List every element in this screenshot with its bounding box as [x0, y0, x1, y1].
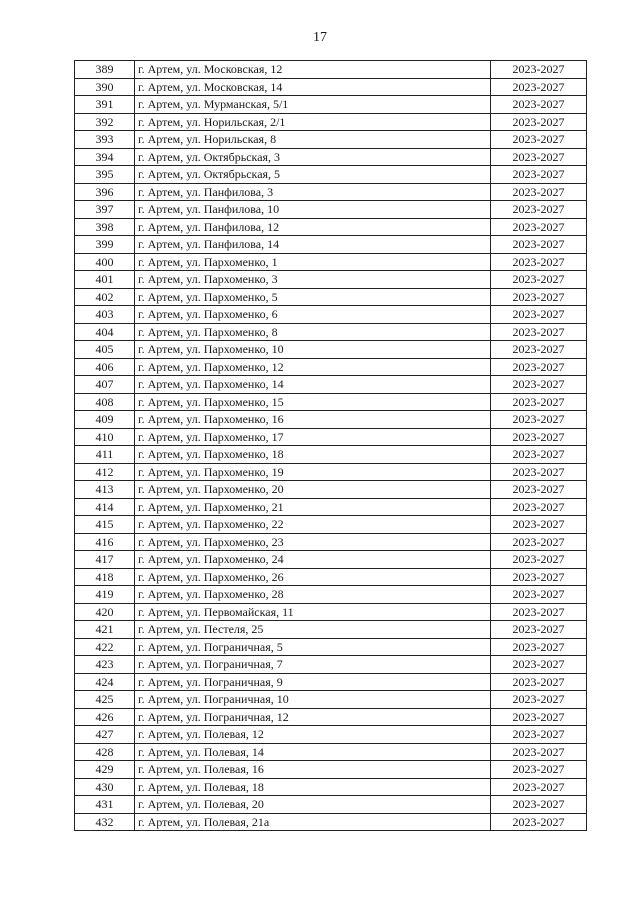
period-cell: 2023-2027: [491, 323, 587, 341]
table-row: [75, 96, 587, 114]
period-cell: 2023-2027: [491, 341, 587, 359]
table-row: [75, 341, 587, 359]
table-row: [75, 61, 587, 79]
table-row: [75, 183, 587, 201]
period-cell: 2023-2027: [491, 743, 587, 761]
table-row: [75, 638, 587, 656]
address-cell: г. Артем, ул. Пархоменко, 16: [135, 411, 491, 429]
row-number-cell: 423: [75, 656, 135, 674]
address-cell: г. Артем, ул. Полевая, 21а: [135, 813, 491, 831]
address-cell: г. Артем, ул. Полевая, 14: [135, 743, 491, 761]
table-row: [75, 656, 587, 674]
row-number-cell: 417: [75, 551, 135, 569]
period-cell: 2023-2027: [491, 761, 587, 779]
period-cell: 2023-2027: [491, 638, 587, 656]
table-row: [75, 393, 587, 411]
address-cell: г. Артем, ул. Пархоменко, 3: [135, 271, 491, 289]
table-row: [75, 218, 587, 236]
period-cell: 2023-2027: [491, 726, 587, 744]
row-number-cell: 407: [75, 376, 135, 394]
row-number-cell: 400: [75, 253, 135, 271]
row-number-cell: 397: [75, 201, 135, 219]
address-cell: г. Артем, ул. Полевая, 18: [135, 778, 491, 796]
period-cell: 2023-2027: [491, 96, 587, 114]
row-number-cell: 395: [75, 166, 135, 184]
row-number-cell: 426: [75, 708, 135, 726]
address-cell: г. Артем, ул. Пограничная, 9: [135, 673, 491, 691]
table-row: [75, 673, 587, 691]
address-cell: г. Артем, ул. Октябрьская, 5: [135, 166, 491, 184]
address-cell: г. Артем, ул. Пограничная, 5: [135, 638, 491, 656]
address-cell: г. Артем, ул. Пархоменко, 22: [135, 516, 491, 534]
table-row: [75, 533, 587, 551]
row-number-cell: 402: [75, 288, 135, 306]
table-row: [75, 813, 587, 831]
table-row: [75, 568, 587, 586]
period-cell: 2023-2027: [491, 183, 587, 201]
address-cell: г. Артем, ул. Пархоменко, 14: [135, 376, 491, 394]
table-row: [75, 271, 587, 289]
period-cell: 2023-2027: [491, 376, 587, 394]
row-number-cell: 399: [75, 236, 135, 254]
table-row: [75, 743, 587, 761]
row-number-cell: 401: [75, 271, 135, 289]
address-cell: г. Артем, ул. Норильская, 2/1: [135, 113, 491, 131]
period-cell: 2023-2027: [491, 218, 587, 236]
period-cell: 2023-2027: [491, 201, 587, 219]
address-cell: г. Артем, ул. Панфилова, 10: [135, 201, 491, 219]
period-cell: 2023-2027: [491, 673, 587, 691]
table-row: [75, 481, 587, 499]
address-cell: г. Артем, ул. Пограничная, 12: [135, 708, 491, 726]
address-cell: г. Артем, ул. Пархоменко, 24: [135, 551, 491, 569]
period-cell: 2023-2027: [491, 656, 587, 674]
table-row: [75, 236, 587, 254]
period-cell: 2023-2027: [491, 708, 587, 726]
row-number-cell: 412: [75, 463, 135, 481]
row-number-cell: 419: [75, 586, 135, 604]
period-cell: 2023-2027: [491, 498, 587, 516]
row-number-cell: 416: [75, 533, 135, 551]
table-row: [75, 586, 587, 604]
address-cell: г. Артем, ул. Полевая, 20: [135, 796, 491, 814]
address-cell: г. Артем, ул. Пестеля, 25: [135, 621, 491, 639]
address-cell: г. Артем, ул. Пархоменко, 28: [135, 586, 491, 604]
table-body: [75, 61, 587, 831]
period-cell: 2023-2027: [491, 393, 587, 411]
row-number-cell: 390: [75, 78, 135, 96]
address-cell: г. Артем, ул. Пархоменко, 12: [135, 358, 491, 376]
period-cell: 2023-2027: [491, 446, 587, 464]
row-number-cell: 418: [75, 568, 135, 586]
period-cell: 2023-2027: [491, 568, 587, 586]
period-cell: 2023-2027: [491, 61, 587, 79]
row-number-cell: 431: [75, 796, 135, 814]
table-row: [75, 428, 587, 446]
row-number-cell: 414: [75, 498, 135, 516]
period-cell: 2023-2027: [491, 428, 587, 446]
address-cell: г. Артем, ул. Панфилова, 14: [135, 236, 491, 254]
row-number-cell: 389: [75, 61, 135, 79]
address-cell: г. Артем, ул. Полевая, 16: [135, 761, 491, 779]
table-row: [75, 148, 587, 166]
table-row: [75, 726, 587, 744]
period-cell: 2023-2027: [491, 113, 587, 131]
period-cell: 2023-2027: [491, 603, 587, 621]
address-cell: г. Артем, ул. Пархоменко, 8: [135, 323, 491, 341]
table-row: [75, 603, 587, 621]
address-cell: г. Артем, ул. Пархоменко, 5: [135, 288, 491, 306]
address-cell: г. Артем, ул. Пархоменко, 15: [135, 393, 491, 411]
table-row: [75, 78, 587, 96]
row-number-cell: 427: [75, 726, 135, 744]
row-number-cell: 409: [75, 411, 135, 429]
row-number-cell: 404: [75, 323, 135, 341]
table-row: [75, 288, 587, 306]
address-cell: г. Артем, ул. Пархоменко, 26: [135, 568, 491, 586]
period-cell: 2023-2027: [491, 236, 587, 254]
row-number-cell: 403: [75, 306, 135, 324]
period-cell: 2023-2027: [491, 481, 587, 499]
address-cell: г. Артем, ул. Панфилова, 12: [135, 218, 491, 236]
row-number-cell: 411: [75, 446, 135, 464]
table-row: [75, 621, 587, 639]
table-row: [75, 708, 587, 726]
period-cell: 2023-2027: [491, 148, 587, 166]
row-number-cell: 421: [75, 621, 135, 639]
address-cell: г. Артем, ул. Полевая, 12: [135, 726, 491, 744]
period-cell: 2023-2027: [491, 166, 587, 184]
row-number-cell: 432: [75, 813, 135, 831]
period-cell: 2023-2027: [491, 778, 587, 796]
period-cell: 2023-2027: [491, 411, 587, 429]
table-row: [75, 131, 587, 149]
period-cell: 2023-2027: [491, 78, 587, 96]
row-number-cell: 425: [75, 691, 135, 709]
address-cell: г. Артем, ул. Пархоменко, 17: [135, 428, 491, 446]
period-cell: 2023-2027: [491, 691, 587, 709]
row-number-cell: 430: [75, 778, 135, 796]
table-row: [75, 778, 587, 796]
address-cell: г. Артем, ул. Первомайская, 11: [135, 603, 491, 621]
period-cell: 2023-2027: [491, 586, 587, 604]
row-number-cell: 413: [75, 481, 135, 499]
period-cell: 2023-2027: [491, 813, 587, 831]
address-cell: г. Артем, ул. Московская, 12: [135, 61, 491, 79]
period-cell: 2023-2027: [491, 288, 587, 306]
address-cell: г. Артем, ул. Пархоменко, 21: [135, 498, 491, 516]
table-row: [75, 411, 587, 429]
row-number-cell: 422: [75, 638, 135, 656]
period-cell: 2023-2027: [491, 533, 587, 551]
row-number-cell: 393: [75, 131, 135, 149]
table-row: [75, 253, 587, 271]
period-cell: 2023-2027: [491, 551, 587, 569]
table-row: [75, 166, 587, 184]
row-number-cell: 408: [75, 393, 135, 411]
row-number-cell: 391: [75, 96, 135, 114]
page-number: 17: [313, 30, 327, 45]
period-cell: 2023-2027: [491, 271, 587, 289]
table-row: [75, 376, 587, 394]
address-cell: г. Артем, ул. Пограничная, 7: [135, 656, 491, 674]
address-cell: г. Артем, ул. Пархоменко, 23: [135, 533, 491, 551]
row-number-cell: 392: [75, 113, 135, 131]
period-cell: 2023-2027: [491, 253, 587, 271]
period-cell: 2023-2027: [491, 463, 587, 481]
table-row: [75, 446, 587, 464]
address-cell: г. Артем, ул. Октябрьская, 3: [135, 148, 491, 166]
table-row: [75, 551, 587, 569]
row-number-cell: 405: [75, 341, 135, 359]
address-cell: г. Артем, ул. Пархоменко, 18: [135, 446, 491, 464]
address-cell: г. Артем, ул. Пархоменко, 20: [135, 481, 491, 499]
period-cell: 2023-2027: [491, 358, 587, 376]
address-cell: г. Артем, ул. Пархоменко, 10: [135, 341, 491, 359]
table-row: [75, 323, 587, 341]
address-cell: г. Артем, ул. Пархоменко, 1: [135, 253, 491, 271]
row-number-cell: 428: [75, 743, 135, 761]
period-cell: 2023-2027: [491, 306, 587, 324]
table-row: [75, 358, 587, 376]
table-row: [75, 761, 587, 779]
table-row: [75, 463, 587, 481]
row-number-cell: 394: [75, 148, 135, 166]
table-row: [75, 201, 587, 219]
address-cell: г. Артем, ул. Пограничная, 10: [135, 691, 491, 709]
row-number-cell: 406: [75, 358, 135, 376]
row-number-cell: 429: [75, 761, 135, 779]
address-cell: г. Артем, ул. Панфилова, 3: [135, 183, 491, 201]
address-cell: г. Артем, ул. Норильская, 8: [135, 131, 491, 149]
row-number-cell: 415: [75, 516, 135, 534]
table-row: [75, 691, 587, 709]
table-row: [75, 113, 587, 131]
row-number-cell: 398: [75, 218, 135, 236]
period-cell: 2023-2027: [491, 516, 587, 534]
address-cell: г. Артем, ул. Пархоменко, 19: [135, 463, 491, 481]
address-table: [74, 60, 587, 831]
row-number-cell: 410: [75, 428, 135, 446]
row-number-cell: 396: [75, 183, 135, 201]
table-row: [75, 516, 587, 534]
row-number-cell: 420: [75, 603, 135, 621]
table-row: [75, 498, 587, 516]
table-row: [75, 796, 587, 814]
table-row: [75, 306, 587, 324]
row-number-cell: 424: [75, 673, 135, 691]
period-cell: 2023-2027: [491, 621, 587, 639]
address-cell: г. Артем, ул. Московская, 14: [135, 78, 491, 96]
address-cell: г. Артем, ул. Пархоменко, 6: [135, 306, 491, 324]
period-cell: 2023-2027: [491, 131, 587, 149]
address-cell: г. Артем, ул. Мурманская, 5/1: [135, 96, 491, 114]
period-cell: 2023-2027: [491, 796, 587, 814]
